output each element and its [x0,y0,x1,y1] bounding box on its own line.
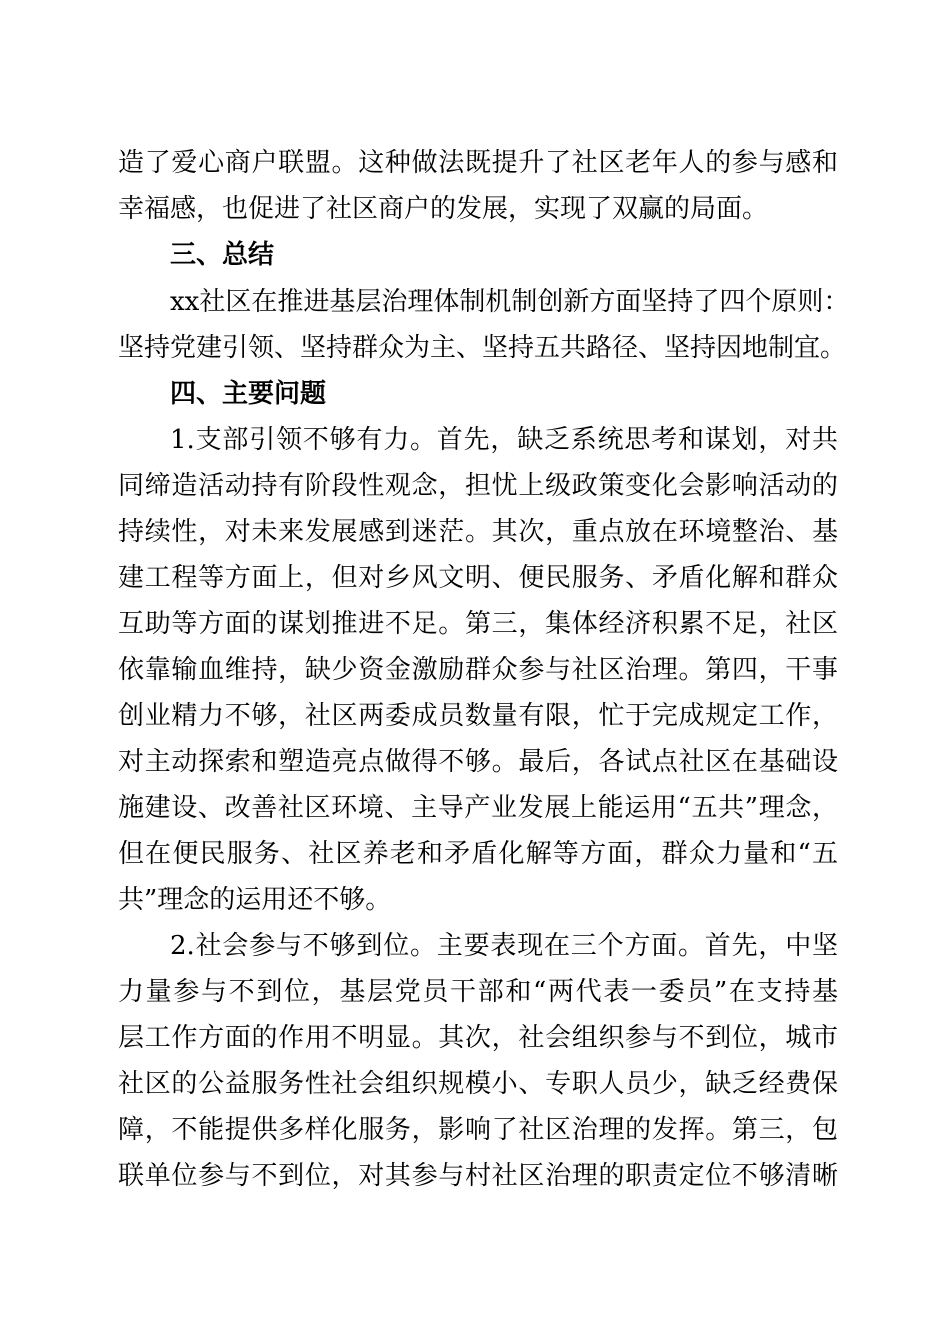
paragraph-line: 造了爱心商户联盟。这种做法既提升了社区老年人的参与感和 [118,148,838,178]
paragraph-line: 依靠输血维持，缺少资金激励群众参与社区治理。第四，干事 [118,655,838,685]
paragraph-line: 施建设、改善社区环境、主导产业发展上能运用“五共”理念， [118,793,838,823]
paragraph-line: 1.支部引领不够有力。首先，缺乏系统思考和谋划，对共 [170,425,838,455]
paragraph-line: 创业精力不够，社区两委成员数量有限，忙于完成规定工作， [118,701,838,731]
paragraph-line: 同缔造活动持有阶段性观念，担忧上级政策变化会影响活动的 [118,471,838,501]
paragraph-line: 力量参与不到位，基层党员干部和“两代表一委员”在支持基 [118,977,838,1007]
paragraph-line: 共”理念的运用还不够。 [118,885,392,915]
paragraph-line: 对主动探索和塑造亮点做得不够。最后，各试点社区在基础设 [118,747,838,777]
section-heading: 三、总结 [170,240,275,270]
paragraph-line: 坚持党建引领、坚持群众为主、坚持五共路径、坚持因地制宜。 [118,333,847,363]
section-heading: 四、主要问题 [170,379,327,409]
paragraph-line: 障，不能提供多样化服务，影响了社区治理的发挥。第三，包 [118,1115,838,1145]
paragraph-line: 互助等方面的谋划推进不足。第三，集体经济积累不足，社区 [118,609,838,639]
paragraph-line: xx社区在推进基层治理体制机制创新方面坚持了四个原则： [170,287,850,317]
paragraph-line: 层工作方面的作用不明显。其次，社会组织参与不到位，城市 [118,1023,838,1053]
paragraph-line: 联单位参与不到位，对其参与村社区治理的职责定位不够清晰 [118,1161,838,1191]
paragraph-line: 幸福感，也促进了社区商户的发展，实现了双赢的局面。 [118,194,769,224]
paragraph-line: 持续性，对未来发展感到迷茫。其次，重点放在环境整治、基 [118,517,838,547]
paragraph-line: 建工程等方面上，但对乡风文明、便民服务、矛盾化解和群众 [118,563,838,593]
paragraph-line: 2.社会参与不够到位。主要表现在三个方面。首先，中坚 [170,931,838,961]
paragraph-line: 但在便民服务、社区养老和矛盾化解等方面，群众力量和“五 [118,839,838,869]
paragraph-line: 社区的公益服务性社会组织规模小、专职人员少，缺乏经费保 [118,1069,838,1099]
